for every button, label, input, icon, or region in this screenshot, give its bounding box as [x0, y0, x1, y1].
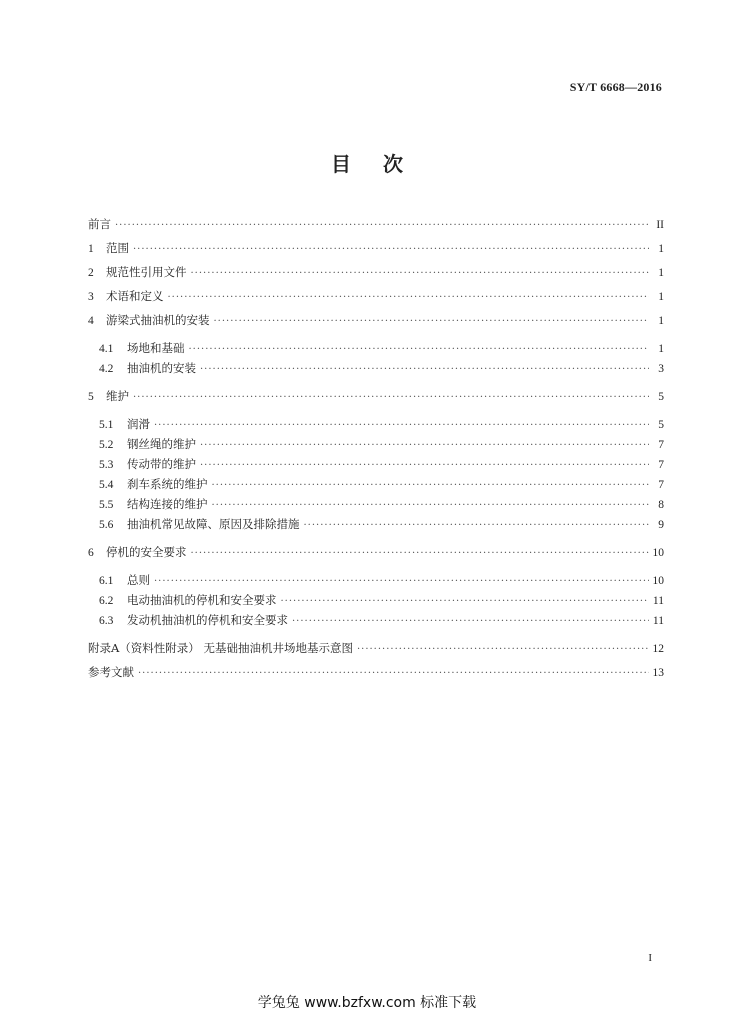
toc-subentry: [88, 434, 664, 454]
toc-entry-page: 12: [652, 643, 664, 655]
toc-leader-dots: [292, 612, 649, 632]
toc-entry: [88, 636, 664, 660]
toc-entry-number: 5.4: [99, 479, 114, 491]
toc-entry: [88, 284, 664, 308]
toc-entry-page: 5: [658, 419, 664, 431]
toc-entry-label: 附录A（资料性附录） 无基础抽油机井场地基示意图: [88, 641, 353, 655]
toc-entry-number: 6: [88, 547, 94, 559]
toc-subentry: [88, 590, 664, 610]
toc-subentry: [88, 414, 664, 434]
toc-entry: [88, 308, 664, 332]
toc-subentry: [88, 358, 664, 378]
toc-entry-label: 抽油机的安装: [127, 361, 196, 375]
toc-leader-dots: [138, 662, 649, 686]
toc-entry-label: 刹车系统的维护: [127, 477, 208, 491]
toc-entry-number: 6.1: [99, 575, 114, 587]
toc-entry: [88, 384, 664, 408]
toc-entry-number: 5.6: [99, 519, 114, 531]
toc-entry-number: 4.2: [99, 363, 114, 375]
toc-leader-dots: [304, 516, 650, 536]
toc-subentry: [88, 338, 664, 358]
toc-leader-dots: [281, 592, 650, 612]
toc-leader-dots: [212, 496, 650, 516]
toc-entry-page: 3: [658, 363, 664, 375]
toc-subentry: [88, 454, 664, 474]
toc-entry-page: 11: [652, 595, 664, 607]
table-of-contents: [88, 212, 664, 684]
toc-entry-page: 1: [658, 291, 664, 303]
toc-leader-dots: [191, 542, 650, 566]
toc-subentry: [88, 514, 664, 534]
toc-title: 目次: [331, 152, 435, 176]
toc-entry-page: 8: [658, 499, 664, 511]
toc-entry: [88, 212, 664, 236]
toc-leader-dots: [214, 310, 650, 334]
toc-entry-page: 1: [658, 243, 664, 255]
toc-entry-number: 4.1: [99, 343, 114, 355]
toc-leader-dots: [154, 416, 649, 436]
toc-leader-dots: [212, 476, 650, 496]
watermark-text: 学兔兔 www.bzfxw.com 标准下载: [257, 995, 477, 1011]
toc-subentry: [88, 570, 664, 590]
toc-entry-number: 3: [88, 291, 94, 303]
toc-entry-number: 5: [88, 391, 94, 403]
toc-entry-number: 4: [88, 315, 94, 327]
toc-entry-label: 术语和定义: [106, 289, 164, 303]
toc-entry-label: 规范性引用文件: [106, 265, 187, 279]
toc-entry-page: 1: [658, 315, 664, 327]
toc-leader-dots: [191, 262, 650, 286]
toc-entry: [88, 540, 664, 564]
toc-entry-page: 13: [652, 667, 664, 679]
toc-entry: [88, 260, 664, 284]
toc-entry-page: 7: [658, 439, 664, 451]
toc-entry-page: 7: [658, 479, 664, 491]
toc-entry-number: 6.2: [99, 595, 114, 607]
toc-entry-page: 1: [658, 343, 664, 355]
toc-entry-number: 5.5: [99, 499, 114, 511]
toc-leader-dots: [115, 214, 649, 238]
toc-entry-page: 5: [658, 391, 664, 403]
toc-entry-page: 10: [652, 575, 664, 587]
toc-entry-label: 总则: [127, 573, 150, 587]
toc-entry-label: 前言: [88, 217, 111, 231]
toc-entry-label: 润滑: [127, 417, 150, 431]
toc-entry-label: 场地和基础: [127, 341, 185, 355]
standard-code: SY/T 6668—2016: [569, 80, 662, 94]
toc-leader-dots: [357, 638, 649, 662]
toc-entry-label: 范围: [106, 241, 129, 255]
toc-leader-dots: [200, 456, 649, 476]
toc-entry-label: 停机的安全要求: [106, 545, 187, 559]
toc-entry-page: 10: [652, 547, 664, 559]
toc-entry-number: 5.3: [99, 459, 114, 471]
toc-entry-label: 参考文献: [88, 665, 134, 679]
page-number: I: [648, 952, 652, 964]
toc-entry-label: 钢丝绳的维护: [127, 437, 196, 451]
toc-leader-dots: [133, 386, 649, 410]
toc-leader-dots: [189, 340, 650, 360]
toc-entry-number: 5.1: [99, 419, 114, 431]
toc-entry: [88, 660, 664, 684]
toc-entry-number: 6.3: [99, 615, 114, 627]
toc-entry-label: 抽油机常见故障、原因及排除措施: [127, 517, 300, 531]
toc-entry-number: 5.2: [99, 439, 114, 451]
toc-entry-label: 结构连接的维护: [127, 497, 208, 511]
toc-entry-label: 传动带的维护: [127, 457, 196, 471]
toc-leader-dots: [168, 286, 650, 310]
toc-subentry: [88, 610, 664, 630]
toc-entry-page: 9: [658, 519, 664, 531]
toc-entry-number: 2: [88, 267, 94, 279]
toc-leader-dots: [133, 238, 649, 262]
toc-entry-label: 维护: [106, 389, 129, 403]
toc-entry-label: 发动机抽油机的停机和安全要求: [127, 613, 288, 627]
toc-entry-number: 1: [88, 243, 94, 255]
toc-entry-label: 游梁式抽油机的安装: [106, 313, 210, 327]
toc-entry-page: 11: [652, 615, 664, 627]
toc-entry-label: 电动抽油机的停机和安全要求: [127, 593, 277, 607]
toc-subentry: [88, 474, 664, 494]
toc-entry-page: 1: [658, 267, 664, 279]
toc-subentry: [88, 494, 664, 514]
toc-leader-dots: [200, 360, 649, 380]
toc-entry-page: 7: [658, 459, 664, 471]
toc-leader-dots: [154, 572, 649, 592]
toc-leader-dots: [200, 436, 649, 456]
toc-entry: [88, 236, 664, 260]
toc-entry-page: II: [656, 219, 664, 231]
